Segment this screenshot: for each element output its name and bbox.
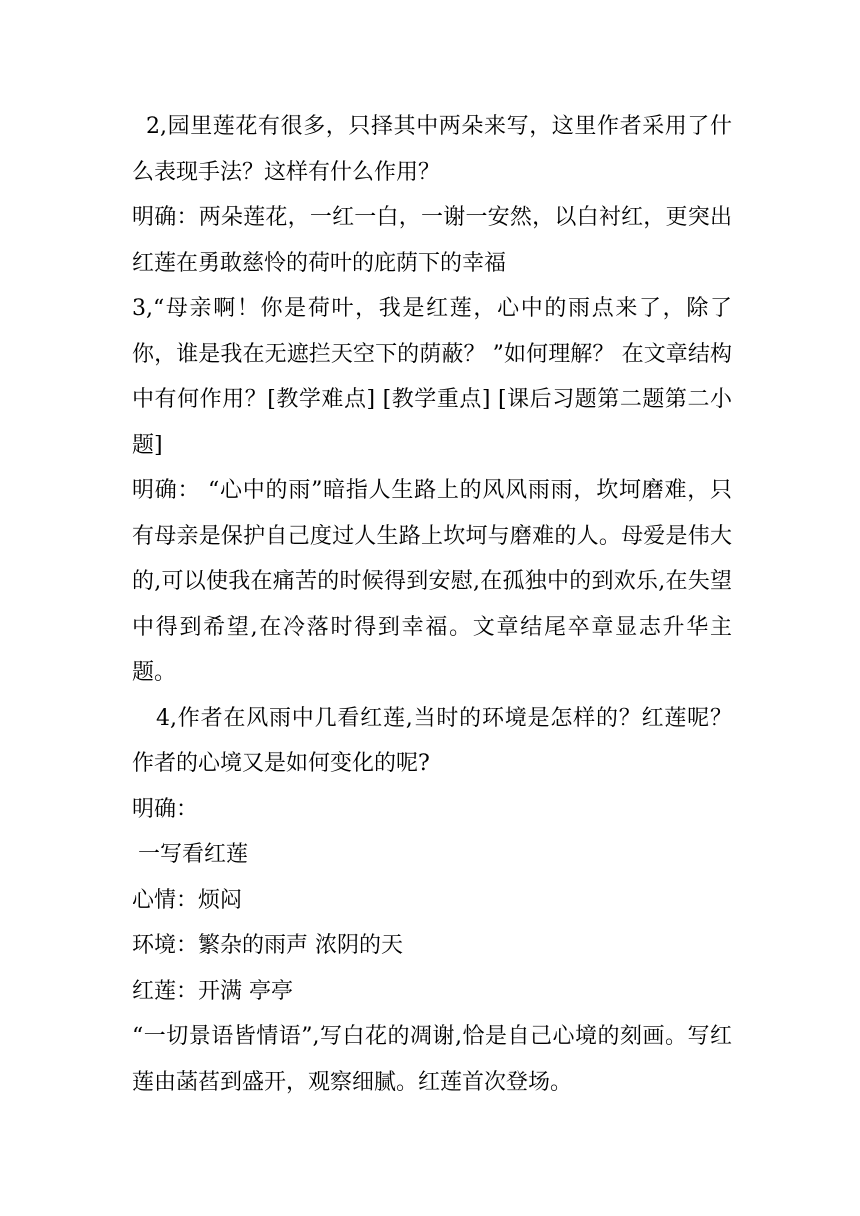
environment-line: 环境：繁杂的雨声 浓阴的天	[132, 933, 403, 958]
question-4-paragraph: 4,作者在风雨中几看红莲,当时的环境是怎样的？红莲呢？作者的心境又是如何变化的呢?	[132, 705, 732, 776]
document-body	[132, 104, 732, 1105]
question-3-paragraph: 3,“母亲啊！你是荷叶，我是红莲，心中的雨点来了，除了你，谁是我在无遮拦天空下的荫蔽？ ”如何理解？ 在文章结构中有何作用？[教学难点] [教学重点] [课后习题第二题第二小题]	[132, 296, 732, 458]
answer-3-paragraph: 明确： “心中的雨”暗指人生路上的风风雨雨，坎坷磨难，只有母亲是保护自己度过人生路上坎坷与磨难的人。母爱是伟大的,可以使我在痛苦的时候得到安慰,在孤独中的到欢乐,在失望中得到希望,在冷落时得到幸福。文章结尾卒章显志升华主题。	[132, 478, 732, 685]
question-2-paragraph: 2,园里莲花有很多，只择其中两朵来写，这里作者采用了什么表现手法？这样有什么作用？	[132, 114, 732, 185]
answer-4-label: 明确：	[132, 796, 199, 822]
answer-2-paragraph: 明确：两朵莲花，一红一白，一谢一安然，以白衬红，更突出红莲在勇敢慈怜的荷叶的庇荫下的幸福	[132, 205, 732, 276]
first-viewing-heading: 一写看红莲	[138, 842, 249, 867]
red-lotus-line: 红莲：开满 亭亭	[132, 978, 293, 1004]
mood-line: 心情：烦闷	[132, 887, 243, 913]
analysis-paragraph: “一切景语皆情语”,写白花的凋谢,恰是自己心境的刻画。写红莲由菡萏到盛开，观察细腻。红莲首次登场。	[132, 1024, 732, 1095]
